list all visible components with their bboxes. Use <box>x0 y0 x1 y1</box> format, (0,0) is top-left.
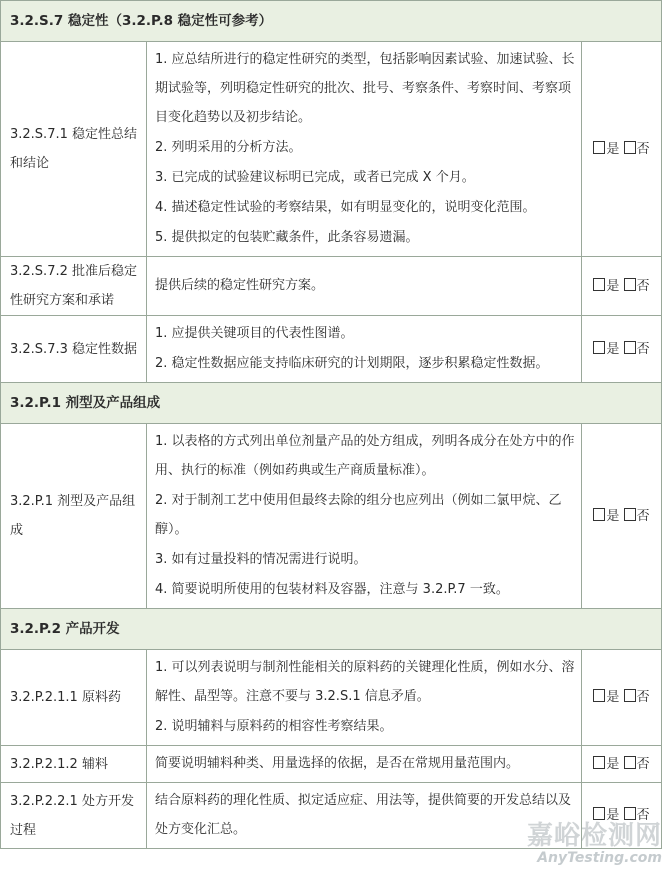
requirement-text: 4. 简要说明所使用的包装材料及容器，注意与 3.2.P.7 一致。 <box>155 582 509 597</box>
requirements-cell <box>147 42 582 257</box>
watermark-line1: 嘉峪检测网 <box>526 821 662 851</box>
table-row <box>1 257 662 316</box>
requirements-cell <box>147 424 582 609</box>
no-checkbox[interactable] <box>624 689 636 702</box>
requirement-text: 提供后续的稳定性研究方案。 <box>155 278 325 293</box>
yes-label: 是 <box>606 690 620 705</box>
table-row <box>1 746 662 783</box>
table-row <box>1 424 662 609</box>
table-row <box>1 42 662 257</box>
yes-checkbox[interactable] <box>593 278 605 291</box>
item-name: 3.2.S.7.1 稳定性总结和结论 <box>1 42 147 257</box>
requirements-cell <box>147 650 582 746</box>
yes-label: 是 <box>606 808 620 823</box>
table-row <box>1 783 662 849</box>
yes-no-cell <box>582 746 662 783</box>
no-checkbox[interactable] <box>624 278 636 291</box>
requirement-text: 5. 提供拟定的包装贮藏条件，此条容易遗漏。 <box>155 230 419 245</box>
yes-label: 是 <box>606 756 620 772</box>
item-name: 3.2.P.2.2.1 处方开发过程 <box>1 783 147 849</box>
no-checkbox[interactable] <box>624 807 636 820</box>
no-label: 否 <box>636 756 650 772</box>
yes-label: 是 <box>606 141 620 157</box>
section-title: 3.2.S.7 稳定性（3.2.P.8 稳定性可参考） <box>1 1 662 42</box>
yes-no-cell <box>582 424 662 609</box>
no-label: 否 <box>636 278 650 294</box>
requirement-text: 1. 应总结所进行的稳定性研究的类型，包括影响因素试验、加速试验、长期试验等，列明稳定性研究的批次、批号、考察条件、考察时间、考察项目变化趋势以及初步结论。 <box>155 52 575 125</box>
yes-checkbox[interactable] <box>593 689 605 702</box>
requirement-text: 2. 说明辅料与原料药的相容性考察结果。 <box>155 719 393 734</box>
no-checkbox[interactable] <box>624 508 636 521</box>
requirement-text: 1. 应提供关键项目的代表性图谱。 <box>155 326 354 341</box>
item-name: 3.2.P.1 剂型及产品组成 <box>1 424 147 609</box>
no-label: 否 <box>636 808 650 823</box>
requirement-text: 2. 列明采用的分析方法。 <box>155 140 302 155</box>
yes-no-cell <box>582 783 662 849</box>
no-label: 否 <box>636 341 650 357</box>
no-checkbox[interactable] <box>624 141 636 154</box>
yes-checkbox[interactable] <box>593 341 605 354</box>
requirement-text: 简要说明辅料种类、用量选择的依据，是否在常规用量范围内。 <box>155 756 520 771</box>
yes-no-cell <box>582 257 662 316</box>
yes-checkbox[interactable] <box>593 141 605 154</box>
requirement-text: 3. 已完成的试验建议标明已完成，或者已完成 X 个月。 <box>155 170 475 185</box>
yes-checkbox[interactable] <box>593 508 605 521</box>
requirement-text: 4. 描述稳定性试验的考察结果，如有明显变化的，说明变化范围。 <box>155 200 536 215</box>
section-header <box>1 1 662 42</box>
table-row <box>1 650 662 746</box>
table-row <box>1 316 662 383</box>
section-title: 3.2.P.2 产品开发 <box>1 609 662 650</box>
requirement-text: 结合原料药的理化性质、拟定适应症、用法等，提供简要的开发总结以及处方变化汇总。 <box>155 793 572 837</box>
requirements-cell <box>147 316 582 383</box>
yes-label: 是 <box>606 508 620 524</box>
yes-no-cell <box>582 650 662 746</box>
item-name: 3.2.P.2.1.2 辅料 <box>1 746 147 783</box>
no-label: 否 <box>636 690 650 705</box>
requirements-cell <box>147 257 582 316</box>
yes-no-cell <box>582 42 662 257</box>
item-name: 3.2.P.2.1.1 原料药 <box>1 650 147 746</box>
requirement-text: 2. 对于制剂工艺中使用但最终去除的组分也应列出（例如二氯甲烷、乙醇）。 <box>155 493 562 537</box>
section-header <box>1 383 662 424</box>
no-checkbox[interactable] <box>624 756 636 769</box>
yes-checkbox[interactable] <box>593 807 605 820</box>
requirement-text: 1. 可以列表说明与制剂性能相关的原料药的关键理化性质，例如水分、溶解性、晶型等。注意不要与 3.2.S.1 信息矛盾。 <box>155 660 575 704</box>
item-name: 3.2.S.7.3 稳定性数据 <box>1 316 147 383</box>
no-label: 否 <box>636 508 650 524</box>
section-header <box>1 609 662 650</box>
yes-checkbox[interactable] <box>593 756 605 769</box>
yes-label: 是 <box>606 341 620 357</box>
requirement-text: 1. 以表格的方式列出单位剂量产品的处方组成，列明各成分在处方中的作用、执行的标准（例如药典或生产商质量标准）。 <box>155 434 575 478</box>
no-label: 否 <box>636 141 650 157</box>
requirements-cell <box>147 783 582 849</box>
no-checkbox[interactable] <box>624 341 636 354</box>
requirement-text: 3. 如有过量投料的情况需进行说明。 <box>155 552 367 567</box>
item-name: 3.2.S.7.2 批准后稳定性研究方案和承诺 <box>1 257 147 316</box>
requirements-cell <box>147 746 582 783</box>
requirement-text: 2. 稳定性数据应能支持临床研究的计划期限，逐步积累稳定性数据。 <box>155 356 549 371</box>
yes-no-cell <box>582 316 662 383</box>
section-title: 3.2.P.1 剂型及产品组成 <box>1 383 662 424</box>
watermark-line2: AnyTesting.com <box>537 850 662 866</box>
yes-label: 是 <box>606 278 620 294</box>
